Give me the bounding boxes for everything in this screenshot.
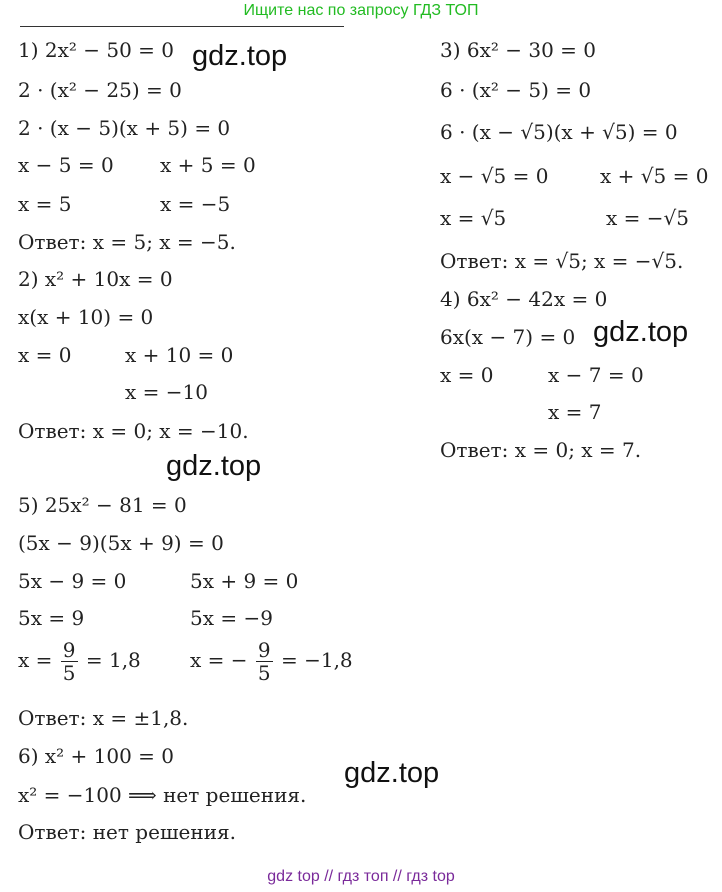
task-1-root-a: x = 5	[18, 192, 72, 216]
task-2-root-b: x = −10	[125, 380, 208, 404]
task-2-case-a: x = 0	[18, 343, 72, 367]
task-3-equation: 3) 6x² − 30 = 0	[440, 38, 597, 62]
task-3-case-a: x − √5 = 0	[440, 164, 549, 188]
task-4-step-1: 6x(x − 7) = 0	[440, 325, 576, 349]
task-4-case-a: x = 0	[440, 363, 494, 387]
task-4-case-b: x − 7 = 0	[548, 363, 644, 387]
task-5-step-b: 5x = −9	[190, 606, 273, 630]
task-3-root-b: x = −√5	[606, 206, 689, 230]
task-5-root-a	[18, 636, 141, 684]
task-6-step-1: x² = −100 ⟹ нет решения.	[18, 783, 307, 807]
task-4-answer: Ответ: x = 0; x = 7.	[440, 438, 642, 462]
fraction	[61, 639, 78, 684]
watermark-4: gdz.top	[344, 757, 440, 789]
root-b-rhs: = −1,8	[280, 648, 353, 672]
task-5-answer: Ответ: x = ±1,8.	[18, 706, 189, 730]
task-2-case-b: x + 10 = 0	[125, 343, 234, 367]
task-5-case-b: 5x + 9 = 0	[190, 569, 299, 593]
root-a-rhs: = 1,8	[85, 648, 141, 672]
task-2-step-1: x(x + 10) = 0	[18, 305, 154, 329]
task-3-case-b: x + √5 = 0	[600, 164, 709, 188]
task-1-step-2: 2 · (x − 5)(x + 5) = 0	[18, 116, 231, 140]
fraction-denominator: 5	[257, 661, 271, 685]
root-a-lhs: x =	[18, 648, 53, 672]
task-1-root-b: x = −5	[160, 192, 231, 216]
task-1-step-1: 2 · (x² − 25) = 0	[18, 78, 182, 102]
fraction-numerator: 9	[62, 638, 76, 662]
root-b-lhs: x = −	[190, 648, 248, 672]
task-5-equation: 5) 25x² − 81 = 0	[18, 493, 187, 517]
task-5-step-a: 5x = 9	[18, 606, 85, 630]
task-6-answer: Ответ: нет решения.	[18, 820, 237, 844]
task-4-equation: 4) 6x² − 42x = 0	[440, 287, 608, 311]
task-1-case-b: x + 5 = 0	[160, 153, 256, 177]
watermark-3: gdz.top	[166, 450, 262, 482]
fraction	[256, 639, 273, 684]
fraction-denominator: 5	[62, 661, 76, 685]
task-5-step-1: (5x − 9)(5x + 9) = 0	[18, 531, 224, 555]
promo-header: Ищите нас по запросу ГДЗ ТОП	[243, 2, 479, 19]
task-5-case-a: 5x − 9 = 0	[18, 569, 127, 593]
task-5-root-b	[190, 636, 353, 684]
task-6-equation: 6) x² + 100 = 0	[18, 744, 175, 768]
task-2-answer: Ответ: x = 0; x = −10.	[18, 419, 249, 443]
task-4-root-b: x = 7	[548, 400, 602, 424]
fraction-numerator: 9	[257, 638, 271, 662]
header-divider	[20, 26, 344, 27]
task-1-answer: Ответ: x = 5; x = −5.	[18, 230, 236, 254]
footer-links: gdz top // гдз топ // гдз top	[267, 868, 455, 885]
task-3-root-a: x = √5	[440, 206, 507, 230]
watermark-2: gdz.top	[593, 316, 689, 348]
task-3-answer: Ответ: x = √5; x = −√5.	[440, 249, 684, 273]
watermark-1: gdz.top	[192, 40, 288, 72]
task-3-step-1: 6 · (x² − 5) = 0	[440, 78, 592, 102]
task-2-equation: 2) x² + 10x = 0	[18, 267, 173, 291]
task-1-case-a: x − 5 = 0	[18, 153, 114, 177]
task-1-equation: 1) 2x² − 50 = 0	[18, 38, 175, 62]
task-3-step-2: 6 · (x − √5)(x + √5) = 0	[440, 120, 678, 144]
